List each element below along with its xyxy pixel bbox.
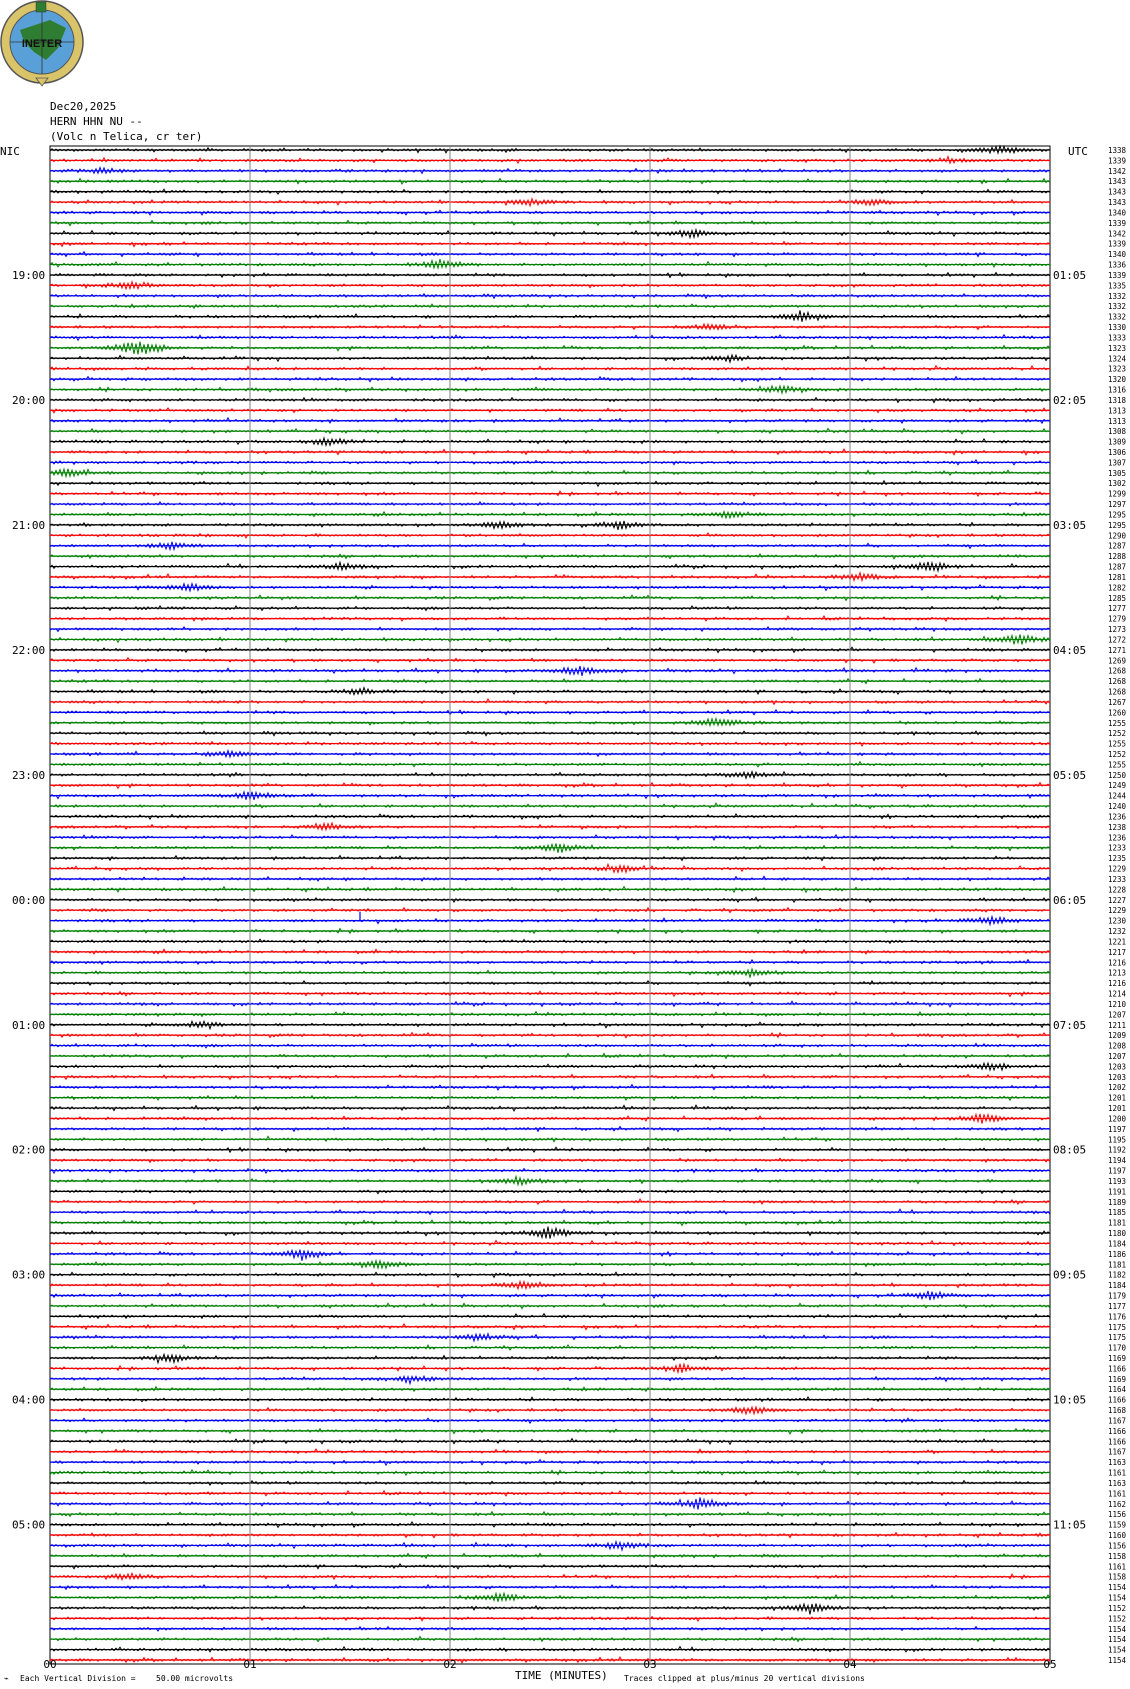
row-count-label: 1330 [1108, 323, 1127, 333]
row-count-label: 1166 [1108, 1395, 1127, 1405]
right-hour-label: 11:05 [1053, 1518, 1087, 1532]
left-timezone: NIC [0, 145, 20, 158]
row-count-label: 1279 [1108, 614, 1127, 624]
row-count-label: 1162 [1108, 1499, 1127, 1509]
row-count-label: 1229 [1108, 906, 1127, 916]
logo-text: INETER [21, 38, 63, 50]
row-count-label: 1203 [1108, 1062, 1127, 1072]
row-count-label: 1236 [1108, 812, 1127, 822]
right-timezone: UTC [1068, 145, 1088, 158]
row-count-label: 1154 [1108, 1593, 1127, 1603]
left-hour-label: 02:00 [12, 1143, 46, 1157]
row-count-label: 1161 [1108, 1562, 1127, 1572]
row-count-label: 1228 [1108, 885, 1127, 895]
row-count-label: 1197 [1108, 1124, 1127, 1134]
row-count-label: 1192 [1108, 1145, 1127, 1155]
row-count-label: 1316 [1108, 385, 1127, 395]
row-count-label: 1189 [1108, 1197, 1127, 1207]
row-count-label: 1250 [1108, 770, 1127, 780]
row-count-label: 1194 [1108, 1156, 1127, 1166]
row-count-label: 1308 [1108, 427, 1127, 437]
row-count-label: 1191 [1108, 1187, 1127, 1197]
row-count-label: 1323 [1108, 364, 1127, 374]
row-count-label: 1295 [1108, 520, 1127, 530]
row-count-label: 1307 [1108, 458, 1127, 468]
row-count-label: 1213 [1108, 968, 1127, 978]
row-count-label: 1343 [1108, 187, 1127, 197]
row-count-label: 1268 [1108, 677, 1127, 687]
row-count-label: 1277 [1108, 604, 1127, 614]
row-count-label: 1236 [1108, 833, 1127, 843]
x-tick-label: 04 [843, 1658, 857, 1671]
row-count-label: 1269 [1108, 656, 1127, 666]
row-count-label: 1272 [1108, 635, 1127, 645]
row-count-label: 1339 [1108, 239, 1127, 249]
row-count-label: 1295 [1108, 510, 1127, 520]
row-count-label: 1154 [1108, 1645, 1127, 1655]
row-count-label: 1313 [1108, 406, 1127, 416]
row-count-label: 1299 [1108, 489, 1127, 499]
row-count-label: 1163 [1108, 1458, 1127, 1468]
row-count-label: 1156 [1108, 1510, 1127, 1520]
footer-marker: ⌁ [4, 1674, 9, 1683]
row-count-label: 1202 [1108, 1083, 1127, 1093]
trace-row [50, 259, 1050, 268]
row-count-label: 1230 [1108, 916, 1127, 926]
right-hour-label: 09:05 [1053, 1268, 1087, 1282]
row-count-label: 1339 [1108, 156, 1127, 166]
x-tick-label: 00 [43, 1658, 57, 1671]
row-count-label: 1297 [1108, 500, 1127, 510]
row-count-label: 1154 [1108, 1635, 1127, 1645]
row-count-label: 1240 [1108, 802, 1127, 812]
row-count-label: 1166 [1108, 1437, 1127, 1447]
x-axis-title: TIME (MINUTES) [515, 1669, 608, 1682]
row-count-label: 1181 [1108, 1260, 1127, 1270]
row-count-label: 1197 [1108, 1166, 1127, 1176]
row-count-label: 1161 [1108, 1468, 1127, 1478]
row-count-label: 1193 [1108, 1176, 1127, 1186]
row-count-label: 1333 [1108, 333, 1127, 343]
date-label: Dec20,2025 [50, 100, 117, 113]
row-count-label: 1339 [1108, 218, 1127, 228]
row-count-label: 1166 [1108, 1364, 1127, 1374]
row-count-label: 1340 [1108, 208, 1127, 218]
row-count-label: 1184 [1108, 1281, 1127, 1291]
row-count-label: 1211 [1108, 1020, 1127, 1030]
row-count-label: 1216 [1108, 958, 1127, 968]
row-count-label: 1184 [1108, 1239, 1127, 1249]
row-count-label: 1176 [1108, 1312, 1127, 1322]
row-count-label: 1338 [1108, 146, 1127, 155]
x-tick-label: 01 [243, 1658, 257, 1671]
row-count-label: 1318 [1108, 395, 1127, 405]
left-hour-label: 03:00 [12, 1268, 46, 1282]
row-count-label: 1238 [1108, 822, 1127, 832]
left-hour-label: 23:00 [12, 768, 46, 782]
row-count-label: 1287 [1108, 562, 1127, 572]
row-count-label: 1227 [1108, 895, 1127, 905]
row-count-label: 1305 [1108, 468, 1127, 478]
row-count-label: 1244 [1108, 791, 1127, 801]
row-count-label: 1201 [1108, 1104, 1127, 1114]
row-count-label: 1287 [1108, 541, 1127, 551]
right-hour-label: 08:05 [1053, 1143, 1087, 1157]
row-count-label: 1203 [1108, 1072, 1127, 1082]
row-count-label: 1163 [1108, 1478, 1127, 1488]
row-count-label: 1207 [1108, 1052, 1127, 1061]
row-count-label: 1154 [1108, 1656, 1127, 1665]
row-count-label: 1255 [1108, 760, 1127, 770]
row-count-label: 1209 [1108, 1031, 1127, 1041]
row-count-label: 1233 [1108, 843, 1127, 853]
left-hour-label: 20:00 [12, 393, 46, 407]
scale-value: 50.00 microvolts [156, 1674, 234, 1683]
row-count-label: 1158 [1108, 1572, 1127, 1582]
row-count-label: 1169 [1108, 1354, 1127, 1363]
row-count-label: 1268 [1108, 666, 1127, 676]
row-count-label: 1208 [1108, 1041, 1127, 1051]
row-count-label: 1340 [1108, 250, 1127, 260]
location-label: (Volc n Telica, cr ter) [50, 130, 203, 143]
row-count-label: 1306 [1108, 448, 1127, 457]
row-count-label: 1342 [1108, 166, 1127, 176]
row-count-label: 1255 [1108, 739, 1127, 749]
row-count-label: 1167 [1108, 1447, 1127, 1457]
row-count-label: 1229 [1108, 864, 1127, 874]
right-hour-label: 02:05 [1053, 393, 1087, 407]
right-hour-label: 05:05 [1053, 768, 1087, 782]
row-count-label: 1282 [1108, 583, 1127, 593]
row-count-label: 1152 [1108, 1603, 1127, 1613]
left-hour-label: 22:00 [12, 643, 46, 657]
row-count-label: 1332 [1108, 312, 1127, 322]
row-count-label: 1152 [1108, 1614, 1127, 1624]
ineter-logo [0, 0, 90, 90]
row-count-label: 1158 [1108, 1551, 1127, 1561]
left-hour-label: 21:00 [12, 518, 46, 532]
row-count-label: 1324 [1108, 354, 1127, 364]
row-count-label: 1233 [1108, 874, 1127, 884]
row-count-label: 1235 [1108, 854, 1127, 864]
row-count-label: 1156 [1108, 1541, 1127, 1551]
row-count-label: 1309 [1108, 437, 1127, 447]
right-hour-label: 10:05 [1053, 1393, 1087, 1407]
row-count-label: 1255 [1108, 718, 1127, 728]
row-count-label: 1249 [1108, 781, 1127, 791]
row-count-label: 1161 [1108, 1489, 1127, 1499]
trace-row [50, 719, 1050, 726]
row-count-label: 1201 [1108, 1093, 1127, 1103]
row-count-label: 1320 [1108, 375, 1127, 385]
row-count-label: 1207 [1108, 1010, 1127, 1020]
row-count-label: 1160 [1108, 1531, 1127, 1541]
row-count-label: 1180 [1108, 1229, 1127, 1239]
row-count-label: 1252 [1108, 729, 1127, 739]
row-count-label: 1290 [1108, 531, 1127, 541]
row-count-label: 1166 [1108, 1426, 1127, 1436]
right-hour-label: 07:05 [1053, 1018, 1087, 1032]
row-count-label: 1195 [1108, 1135, 1127, 1145]
clip-note: Traces clipped at plus/minus 20 vertical divisions [624, 1674, 865, 1683]
left-hour-label: 04:00 [12, 1393, 46, 1407]
row-count-label: 1154 [1108, 1583, 1127, 1593]
row-count-label: 1268 [1108, 687, 1127, 697]
row-count-label: 1302 [1108, 479, 1127, 489]
row-count-label: 1342 [1108, 229, 1127, 239]
row-count-label: 1332 [1108, 291, 1127, 301]
row-count-label: 1214 [1108, 989, 1127, 999]
row-count-label: 1167 [1108, 1416, 1127, 1426]
x-tick-label: 03 [643, 1658, 657, 1671]
row-count-label: 1343 [1108, 198, 1127, 208]
row-count-label: 1339 [1108, 270, 1127, 280]
row-count-label: 1288 [1108, 552, 1127, 562]
row-count-label: 1285 [1108, 593, 1127, 603]
row-count-label: 1332 [1108, 302, 1127, 312]
left-hour-label: 19:00 [12, 268, 46, 282]
row-count-label: 1210 [1108, 999, 1127, 1009]
row-count-label: 1232 [1108, 927, 1127, 937]
row-count-label: 1182 [1108, 1270, 1127, 1280]
right-hour-label: 04:05 [1053, 643, 1087, 657]
right-hour-label: 03:05 [1053, 518, 1087, 532]
row-count-label: 1159 [1108, 1520, 1127, 1530]
row-count-label: 1216 [1108, 979, 1127, 989]
trace-row [50, 1250, 1050, 1261]
row-count-label: 1169 [1108, 1374, 1127, 1384]
station-label: HERN HHN NU -- [50, 115, 143, 128]
row-count-label: 1179 [1108, 1291, 1127, 1301]
row-count-label: 1271 [1108, 645, 1127, 655]
row-count-label: 1164 [1108, 1385, 1127, 1395]
row-count-label: 1186 [1108, 1249, 1127, 1259]
trace-row [50, 1603, 1050, 1614]
row-count-label: 1260 [1108, 708, 1127, 718]
plot-frame [50, 146, 1050, 1664]
row-count-label: 1267 [1108, 697, 1127, 707]
row-count-label: 1200 [1108, 1114, 1127, 1124]
x-tick-label: 05 [1043, 1658, 1057, 1671]
trace-row [50, 1376, 1050, 1384]
row-count-label: 1343 [1108, 177, 1127, 187]
scale-label: Each Vertical Division = [20, 1674, 136, 1683]
row-count-label: 1170 [1108, 1343, 1127, 1353]
row-count-label: 1335 [1108, 281, 1127, 291]
row-count-label: 1175 [1108, 1333, 1127, 1343]
row-count-label: 1323 [1108, 343, 1127, 353]
row-count-label: 1252 [1108, 750, 1127, 759]
right-hour-label: 01:05 [1053, 268, 1087, 282]
right-hour-label: 06:05 [1053, 893, 1087, 907]
row-count-label: 1273 [1108, 625, 1127, 635]
row-count-label: 1154 [1108, 1624, 1127, 1634]
left-hour-label: 00:00 [12, 893, 46, 907]
row-count-label: 1177 [1108, 1301, 1127, 1311]
left-hour-label: 01:00 [12, 1018, 46, 1032]
row-count-label: 1313 [1108, 416, 1127, 426]
left-hour-label: 05:00 [12, 1518, 46, 1532]
row-count-label: 1281 [1108, 572, 1127, 582]
row-count-label: 1175 [1108, 1322, 1127, 1332]
row-count-label: 1168 [1108, 1406, 1127, 1416]
row-count-label: 1336 [1108, 260, 1127, 270]
row-count-label: 1185 [1108, 1208, 1127, 1218]
row-count-label: 1181 [1108, 1218, 1127, 1228]
row-count-label: 1221 [1108, 937, 1127, 947]
row-count-label: 1217 [1108, 947, 1127, 957]
x-tick-label: 02 [443, 1658, 457, 1671]
